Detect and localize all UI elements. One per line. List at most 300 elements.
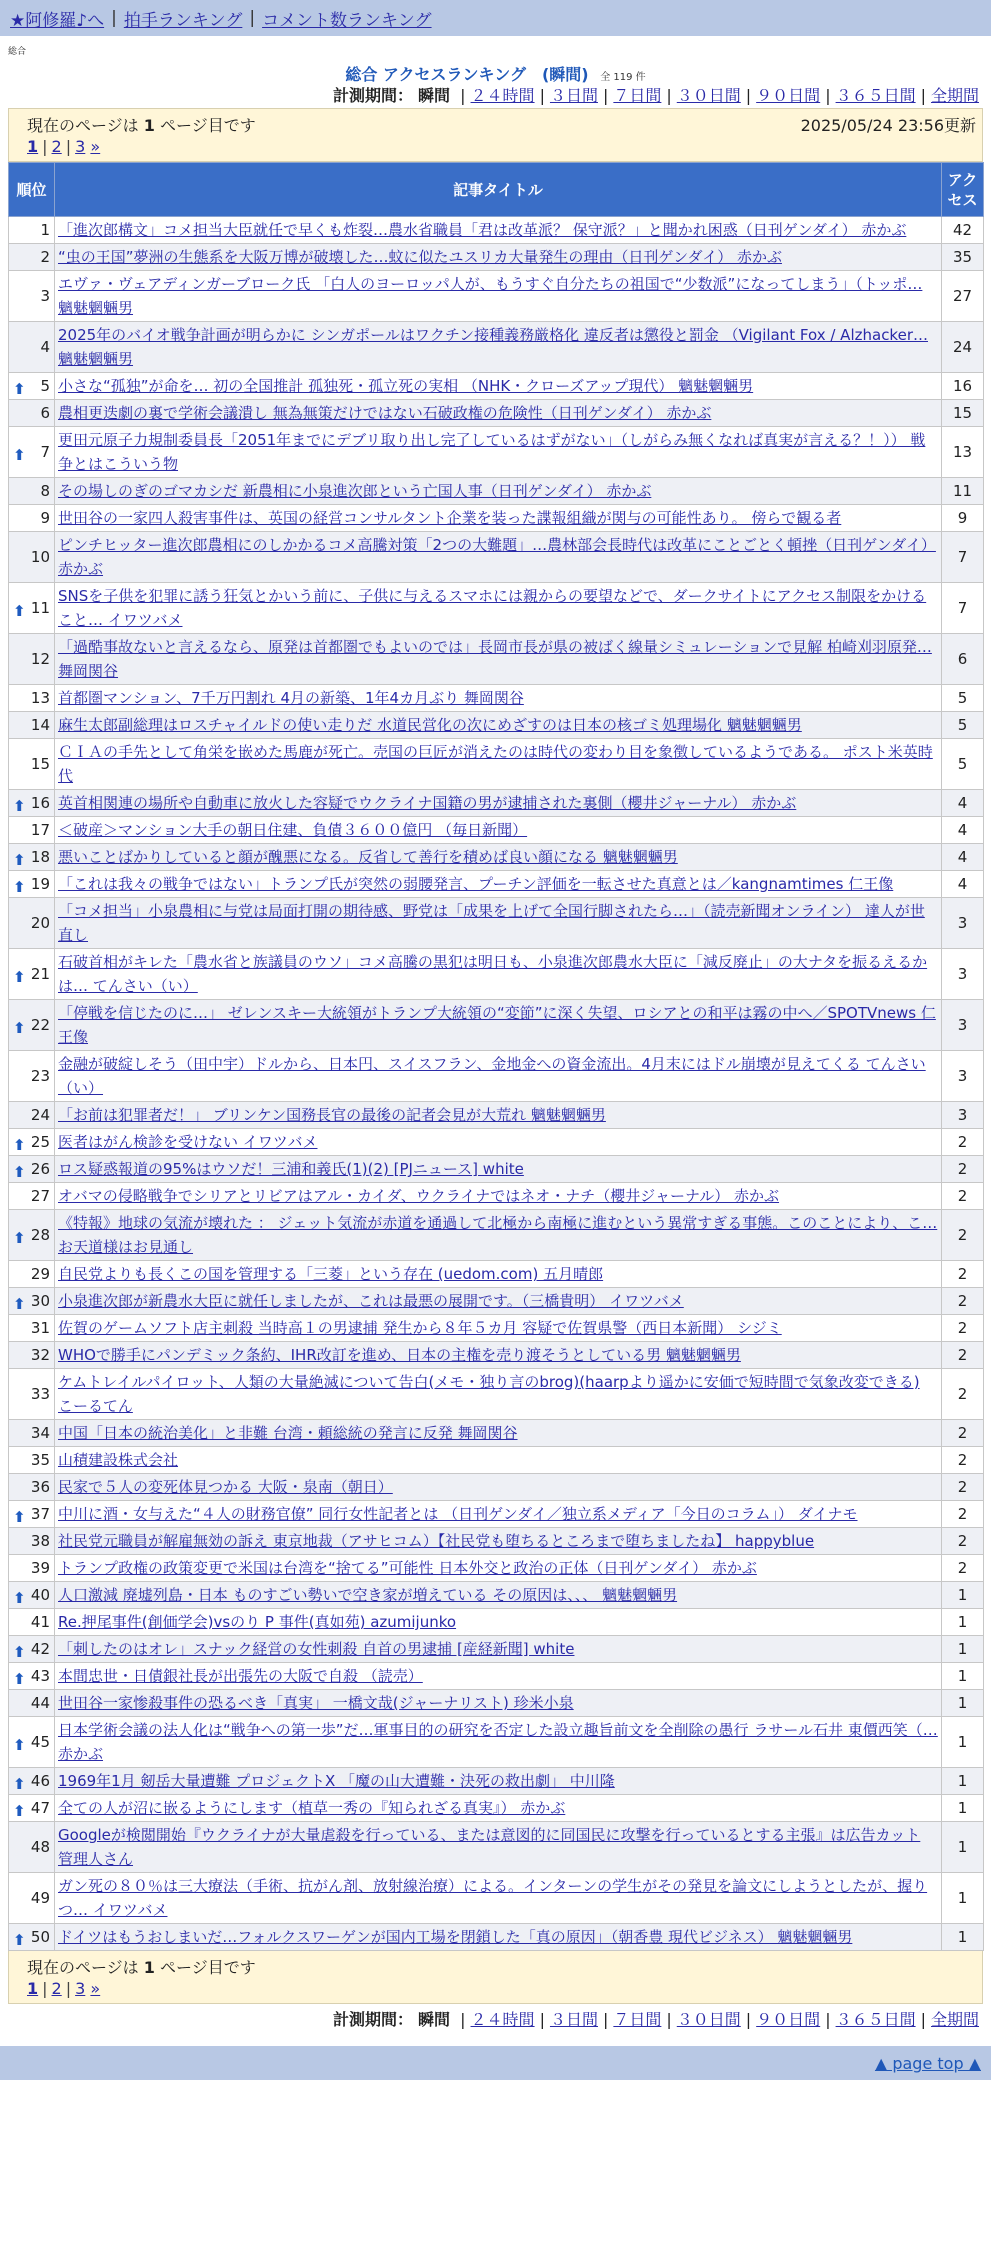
rank-cell xyxy=(9,400,55,427)
access-count: 16 xyxy=(942,373,984,400)
article-link[interactable]: ＜破産＞マンション大手の朝日住建、負債３６００億円 （毎日新聞） xyxy=(58,821,528,839)
table-row xyxy=(9,1609,984,1636)
current-page-number: 1 xyxy=(143,116,155,135)
rank-cell xyxy=(9,505,55,532)
access-count: 1 xyxy=(942,1822,984,1873)
table-row xyxy=(9,817,984,844)
period-link[interactable]: ２４時間 xyxy=(470,2010,535,2029)
pager-next[interactable]: » xyxy=(90,137,101,156)
rank-number: 3 xyxy=(40,287,50,305)
title-cell xyxy=(55,1474,942,1501)
rank-cell xyxy=(9,1156,55,1183)
article-link[interactable]: 麻生太郎副総理はロスチャイルドの使い走りだ 水道民営化の次にめざすのは日本の核ゴミ処理場化 魑魅魍魎男 xyxy=(58,716,802,734)
period-separator: | xyxy=(539,86,545,105)
rank-number: 5 xyxy=(40,377,50,395)
rank-cell xyxy=(9,1051,55,1102)
rank-cell xyxy=(9,1609,55,1636)
article-link[interactable]: 日本学術会議の法人化は“戦争への第一歩”だ…軍事目的の研究を否定した設立趣旨前文を全削除の愚行 ラサール石井 東價西笑（… 赤かぶ xyxy=(58,1721,938,1763)
rank-number: 24 xyxy=(30,1106,50,1124)
access-count: 1 xyxy=(942,1768,984,1795)
title-cell xyxy=(55,217,942,244)
pager-link[interactable]: 3 xyxy=(75,1979,86,1998)
rank-cell xyxy=(9,1528,55,1555)
title-cell xyxy=(55,1528,942,1555)
article-link[interactable]: 2025年のバイオ戦争計画が明らかに シンガポールはワクチン接種義務厳格化 違反者は懲役と罰金 （Vigilant Fox / Alzhacker… 魑魅魍魎男 xyxy=(58,326,928,368)
rank-cell xyxy=(9,1873,55,1924)
access-count: 1 xyxy=(942,1690,984,1717)
table-row xyxy=(9,244,984,271)
access-count: 2 xyxy=(942,1315,984,1342)
access-header: アクセス xyxy=(942,163,984,217)
table-row xyxy=(9,1369,984,1420)
rank-number: 11 xyxy=(30,599,50,617)
article-link[interactable]: ロス疑惑報道の95%はウソだ！三浦和義氏(1)(2) [PJニュース] white xyxy=(58,1160,524,1178)
rank-cell xyxy=(9,1924,55,1951)
rank-header: 順位 xyxy=(9,163,55,217)
current-page-post: ページ目です xyxy=(160,1958,256,1977)
period-current: 瞬間 xyxy=(418,2010,451,2029)
access-count: 1 xyxy=(942,1609,984,1636)
rank-cell xyxy=(9,1183,55,1210)
article-link[interactable]: 首都圏マンション、7千万円割れ 4月の新築、1年4カ月ぶり 舞岡関谷 xyxy=(58,689,524,707)
article-link[interactable]: トランプ政権の政策変更で米国は台湾を“捨てる”可能性 日本外交と政治の正体（日刊ゲンダイ） 赤かぶ xyxy=(58,1559,757,1577)
pager-link[interactable]: 3 xyxy=(75,137,86,156)
article-link[interactable]: 社民党元職員が解雇無効の訴え 東京地裁（アサヒコム）【社民党も堕ちるところまで堕ちましたね】 happyblue xyxy=(58,1532,815,1550)
article-link[interactable]: 中川に酒・女与えた“４人の財務官僚” 同行女性記者とは （日刊ゲンダイ／独立系メディア「今日のコラム」） ダイナモ xyxy=(58,1505,858,1523)
table-header-row xyxy=(9,163,984,217)
period-separator: | xyxy=(539,2010,545,2029)
article-link[interactable]: その場しのぎのゴマカシだ 新農相に小泉進次郎という亡国人事（日刊ゲンダイ） 赤かぶ xyxy=(58,482,652,500)
access-count: 2 xyxy=(942,1528,984,1555)
table-row xyxy=(9,1822,984,1873)
rank-cell xyxy=(9,1822,55,1873)
period-link[interactable]: ３６５日間 xyxy=(835,86,916,105)
article-link[interactable]: ケムトレイルパイロット、人類の大量絶滅について告白(メモ・独り言のbrog)(haarpより遥かに安価で短時間で気象改変できる) こーるてん xyxy=(58,1373,920,1415)
table-row xyxy=(9,1420,984,1447)
rank-number: 44 xyxy=(30,1694,50,1712)
article-link[interactable]: 「進次郎構文」コメ担当大臣就任で早くも炸裂…農水省職員「君は改革派？ 保守派？」と聞かれ困惑（日刊ゲンダイ） 赤かぶ xyxy=(58,221,907,239)
table-row xyxy=(9,322,984,373)
rank-number: 28 xyxy=(30,1226,50,1244)
article-link[interactable]: 山積建設株式会社 xyxy=(58,1451,179,1469)
article-link[interactable]: 「刺したのはオレ」スナック経営の女性刺殺 自首の男逮捕 [産経新聞] white xyxy=(58,1640,575,1658)
rank-cell xyxy=(9,1663,55,1690)
article-link[interactable]: 悪いことばかりしていると顔が醜悪になる。反省して善行を積めば良い顔になる 魑魅魍魎男 xyxy=(58,848,678,866)
rank-cell xyxy=(9,739,55,790)
title-cell xyxy=(55,1873,942,1924)
title-cell xyxy=(55,1501,942,1528)
rank-up-arrow-icon: ⬆ xyxy=(13,1589,26,1607)
article-link[interactable]: ドイツはもうおしまいだ…フォルクスワーゲンが国内工場を閉鎖した「真の原因」（朝香豊 現代ビジネス） 魑魅魍魎男 xyxy=(58,1928,853,1946)
updated-timestamp: 2025/05/24 23:56更新 xyxy=(800,116,976,135)
table-row xyxy=(9,1156,984,1183)
access-count: 1 xyxy=(942,1582,984,1609)
rank-cell xyxy=(9,244,55,271)
rank-up-arrow-icon: ⬆ xyxy=(13,797,26,815)
period-separator: | xyxy=(825,2010,831,2029)
pager-link[interactable]: 2 xyxy=(51,1979,62,1998)
rank-number: 20 xyxy=(30,914,50,932)
period-link[interactable]: ９０日間 xyxy=(756,2010,821,2029)
article-link[interactable]: 「これは我々の戦争ではない」トランプ氏が突然の弱腰発言、プーチン評価を一転させた真意とは／kangnamtimes 仁王像 xyxy=(58,875,894,893)
period-separator: | xyxy=(602,86,609,105)
rank-number: 22 xyxy=(30,1016,50,1034)
access-count: 42 xyxy=(942,217,984,244)
article-link[interactable]: 小泉進次郎が新農水大臣に就任しましたが、これは最悪の展開です。（三橋貴明） イワツバメ xyxy=(58,1292,684,1310)
title-cell xyxy=(55,271,942,322)
rank-up-arrow-icon: ⬆ xyxy=(13,1295,26,1313)
title-cell xyxy=(55,244,942,271)
rank-cell xyxy=(9,1288,55,1315)
article-link[interactable]: 中国「日本の統治美化」と非難 台湾・頼総統の発言に反発 舞岡関谷 xyxy=(58,1424,518,1442)
title-cell xyxy=(55,1690,942,1717)
access-count: 2 xyxy=(942,1474,984,1501)
rank-number: 26 xyxy=(30,1160,50,1178)
access-count: 2 xyxy=(942,1129,984,1156)
rank-number: 6 xyxy=(40,404,50,422)
title-cell xyxy=(55,1822,942,1873)
table-row xyxy=(9,1873,984,1924)
rank-number: 7 xyxy=(40,443,50,461)
period-label: 計測期間： xyxy=(332,86,413,105)
article-link[interactable]: 人口激減 廃墟列島・日本 ものすごい勢いで空き家が増えている その原因は、、、 魑魅魍魎男 xyxy=(58,1586,678,1604)
access-count: 1 xyxy=(942,1717,984,1768)
title-cell xyxy=(55,1000,942,1051)
rank-cell xyxy=(9,1768,55,1795)
rank-number: 47 xyxy=(30,1799,50,1817)
period-link[interactable]: ７日間 xyxy=(613,86,662,105)
access-count: 4 xyxy=(942,817,984,844)
rank-cell xyxy=(9,1795,55,1822)
access-count: 13 xyxy=(942,427,984,478)
article-link[interactable]: 「コメ担当」小泉農相に与党は局面打開の期待感、野党は「成果を上げて全国行脚されたら…」（読売新聞オンライン） 達人が世直し xyxy=(58,902,925,944)
pager-top xyxy=(27,137,100,156)
title-cell xyxy=(55,1288,942,1315)
access-count: 2 xyxy=(942,1183,984,1210)
rank-number: 27 xyxy=(30,1187,50,1205)
access-count: 35 xyxy=(942,244,984,271)
period-links xyxy=(455,2010,979,2029)
table-row xyxy=(9,898,984,949)
pager-separator: | xyxy=(42,1979,48,1998)
access-count: 15 xyxy=(942,400,984,427)
rank-cell xyxy=(9,1690,55,1717)
current-page-pre: 現在のページは xyxy=(27,1958,139,1977)
top-nav xyxy=(0,0,991,36)
title-cell xyxy=(55,634,942,685)
article-link[interactable]: 小さな“孤独”が命を… 初の全国推計 孤独死・孤立死の実相 （NHK・クローズアップ現代） 魑魅魍魎男 xyxy=(58,377,754,395)
table-row xyxy=(9,739,984,790)
nav-separator: | xyxy=(249,8,256,28)
title-cell xyxy=(55,1582,942,1609)
article-link[interactable]: “虫の王国”夢洲の生態系を大阪万博が破壊した…蚊に似たユスリカ大量発生の理由（日刊ゲンダイ） 赤かぶ xyxy=(58,248,782,266)
rank-cell xyxy=(9,712,55,739)
rank-number: 31 xyxy=(30,1319,50,1337)
table-row xyxy=(9,790,984,817)
table-row xyxy=(9,1582,984,1609)
period-link[interactable]: ３０日間 xyxy=(676,86,741,105)
period-current: 瞬間 xyxy=(418,86,451,105)
period-separator: | xyxy=(666,86,672,105)
access-count: 2 xyxy=(942,1261,984,1288)
current-page-text-bottom xyxy=(27,1955,256,1978)
article-link[interactable]: オバマの侵略戦争でシリアとリビアはアル・カイダ、ウクライナではネオ・ナチ（櫻井ジャーナル） 赤かぶ xyxy=(58,1187,780,1205)
comment-ranking-link[interactable]: コメント数ランキング xyxy=(262,10,432,31)
rank-number: 29 xyxy=(30,1265,50,1283)
access-count: 2 xyxy=(942,1210,984,1261)
article-link[interactable]: 金融が破綻しそう（田中宇）ドルから、日本円、スイスフラン、金地金への資金流出。4月末にはドル崩壊が見えてくる てんさい（い） xyxy=(58,1055,926,1097)
access-count: 2 xyxy=(942,1156,984,1183)
category-label: 総合 xyxy=(8,47,27,57)
rank-cell xyxy=(9,1501,55,1528)
rank-number: 23 xyxy=(30,1067,50,1085)
article-link[interactable]: WHOで勝手にパンデミック条約、IHR改訂を進め、日本の主権を売り渡そうとしている男 魑魅魍魎男 xyxy=(58,1346,741,1364)
article-link[interactable]: 「過酷事故ないと言えるなら、原発は首都圏でもよいのでは」長岡市長が県の被ばく線量シミュレーションで見解 柏崎刈羽原発… 舞岡関谷 xyxy=(58,638,932,680)
period-selector-bottom xyxy=(0,2008,991,2032)
rank-cell xyxy=(9,322,55,373)
article-link[interactable]: 自民党よりも長くこの国を管理する「三菱」という存在 (uedom.com) 五月晴郎 xyxy=(58,1265,604,1283)
rank-number: 18 xyxy=(30,848,50,866)
title-cell xyxy=(55,1795,942,1822)
table-row xyxy=(9,532,984,583)
page-title xyxy=(0,62,991,84)
article-link[interactable]: 世田谷の一家四人殺害事件は、英国の経営コンサルタント企業を装った諜報組織が関与の可能性あり。 傍らで観る者 xyxy=(58,509,842,527)
title-cell xyxy=(55,1447,942,1474)
title-cell xyxy=(55,1342,942,1369)
title-cell xyxy=(55,1051,942,1102)
rank-number: 43 xyxy=(30,1667,50,1685)
rank-cell xyxy=(9,871,55,898)
article-link[interactable]: Re.押尾事件(創価学会)vsのり P 事件(真如苑) azumijunko xyxy=(58,1613,457,1631)
home-link[interactable]: ★阿修羅♪へ xyxy=(10,10,105,31)
period-separator: | xyxy=(745,2010,752,2029)
access-count: 1 xyxy=(942,1795,984,1822)
article-link[interactable]: 「お前は犯罪者だ！」 ブリンケン国務長官の最後の記者会見が大荒れ 魑魅魍魎男 xyxy=(58,1106,606,1124)
rank-up-arrow-icon: ⬆ xyxy=(13,1643,26,1661)
period-separator: | xyxy=(920,2010,926,2029)
access-count: 1 xyxy=(942,1663,984,1690)
title-cell xyxy=(55,790,942,817)
article-link[interactable]: ピンチヒッター進次郎農相にのしかかるコメ高騰対策「2つの大難題」…農林部会長時代は改革にことごとく頓挫（日刊ゲンダイ） 赤かぶ xyxy=(58,536,936,578)
rank-cell xyxy=(9,1102,55,1129)
table-row xyxy=(9,400,984,427)
table-row xyxy=(9,1051,984,1102)
rank-number: 32 xyxy=(30,1346,50,1364)
page-title-text: 総合 アクセスランキング (瞬間) xyxy=(345,65,589,84)
title-cell xyxy=(55,739,942,790)
article-link[interactable]: 更田元原子力規制委員長「2051年までにデブリ取り出し完了しているはずがない」（しがらみ無くなれば真実が言える？！）） 戦争とはこういう物 xyxy=(58,431,926,473)
title-cell xyxy=(55,1420,942,1447)
current-page-number: 1 xyxy=(143,1958,155,1977)
article-link[interactable]: エヴァ・ヴェアディンガーブローク氏 「白人のヨーロッパ人が、もうすぐ自分たちの祖国で“少数派”になってしまう」（トッポ… 魑魅魍魎男 xyxy=(58,275,923,317)
table-row xyxy=(9,1261,984,1288)
table-row xyxy=(9,217,984,244)
rank-number: 38 xyxy=(30,1532,50,1550)
rank-cell xyxy=(9,427,55,478)
title-cell xyxy=(55,1636,942,1663)
table-row xyxy=(9,271,984,322)
table-row xyxy=(9,583,984,634)
article-link[interactable]: SNSを子供を犯罪に誘う狂気とかいう前に、子供に与えるスマホには親からの要望などで、ダークサイトにアクセス制限をかけること… イワツバメ xyxy=(58,587,927,629)
article-link[interactable]: Googleが検閲開始『ウクライナが大量虐殺を行っている、または意図的に同国民に攻撃を行っているとする主張』は広告カット 管理人さん xyxy=(58,1826,921,1868)
title-cell xyxy=(55,1183,942,1210)
access-count: 2 xyxy=(942,1501,984,1528)
pager-bottom xyxy=(27,1979,100,1998)
title-cell xyxy=(55,817,942,844)
table-row xyxy=(9,1129,984,1156)
pager-current[interactable]: 1 xyxy=(27,1979,39,1998)
rank-number: 49 xyxy=(30,1889,50,1907)
title-cell xyxy=(55,532,942,583)
page-top-link[interactable]: ▲ page top ▲ xyxy=(874,2054,981,2073)
period-link[interactable]: ３６５日間 xyxy=(835,2010,916,2029)
rank-cell xyxy=(9,790,55,817)
table-row xyxy=(9,1528,984,1555)
title-cell xyxy=(55,1315,942,1342)
rank-number: 15 xyxy=(30,755,50,773)
access-count: 3 xyxy=(942,1102,984,1129)
rank-number: 25 xyxy=(30,1133,50,1151)
access-count: 27 xyxy=(942,271,984,322)
article-link[interactable]: 農相更迭劇の裏で学術会議潰し 無為無策だけではない石破政権の危険性（日刊ゲンダイ） 赤かぶ xyxy=(58,404,712,422)
title-cell xyxy=(55,1717,942,1768)
pager-separator: | xyxy=(65,1979,72,1998)
table-row xyxy=(9,949,984,1000)
period-separator: | xyxy=(825,86,831,105)
rank-up-arrow-icon: ⬆ xyxy=(13,968,26,986)
table-row xyxy=(9,1501,984,1528)
rank-number: 8 xyxy=(40,482,50,500)
article-link[interactable]: 本間忠世・日債銀社長が出張先の大阪で自殺 （読売） xyxy=(58,1667,423,1685)
table-row xyxy=(9,1474,984,1501)
status-bar-top xyxy=(8,108,983,162)
rank-number: 13 xyxy=(30,689,50,707)
rank-number: 35 xyxy=(30,1451,50,1469)
rank-cell xyxy=(9,532,55,583)
title-cell xyxy=(55,400,942,427)
table-row xyxy=(9,1636,984,1663)
article-link[interactable]: 《特報》地球の気流が壊れた ： ジェット気流が赤道を通過して北極から南極に進むという異常すぎる事態。このことにより、こ… お天道様はお見通し xyxy=(58,1214,938,1256)
current-page-post: ページ目です xyxy=(160,116,256,135)
applause-ranking-link[interactable]: 拍手ランキング xyxy=(123,10,243,31)
rank-cell xyxy=(9,271,55,322)
article-link[interactable]: 全ての人が沼に嵌るようにします（植草一秀の『知られざる真実』） 赤かぶ xyxy=(58,1799,566,1817)
access-count: 5 xyxy=(942,685,984,712)
table-row xyxy=(9,1288,984,1315)
rank-cell xyxy=(9,1717,55,1768)
period-link[interactable]: ９０日間 xyxy=(756,86,821,105)
rank-cell xyxy=(9,1474,55,1501)
rank-cell xyxy=(9,1261,55,1288)
title-cell xyxy=(55,712,942,739)
table-row xyxy=(9,712,984,739)
article-link[interactable]: 英首相関連の場所や自動車に放火した容疑でウクライナ国籍の男が逮捕された裏側（櫻井ジャーナル） 赤かぶ xyxy=(58,794,797,812)
access-count: 9 xyxy=(942,505,984,532)
title-cell xyxy=(55,898,942,949)
title-cell xyxy=(55,583,942,634)
access-count: 4 xyxy=(942,871,984,898)
table-row xyxy=(9,1663,984,1690)
title-cell xyxy=(55,1129,942,1156)
table-row xyxy=(9,1768,984,1795)
title-cell xyxy=(55,373,942,400)
rank-cell xyxy=(9,634,55,685)
period-link[interactable]: ３０日間 xyxy=(676,2010,741,2029)
table-row xyxy=(9,1210,984,1261)
rank-up-arrow-icon: ⬆ xyxy=(13,1775,26,1793)
article-link[interactable]: 石破首相がキレた「農水省と族議員のウソ」コメ高騰の黒犯は明日も、小泉進次郎農水大臣に「減反廃止」の大ナタを振るえるかは… てんさい（い） xyxy=(58,953,928,995)
current-page-pre: 現在のページは xyxy=(27,116,139,135)
article-link[interactable]: 世田谷一家惨殺事件の恐るべき「真実」 一橋文哉(ジャーナリスト) 珍米小泉 xyxy=(58,1694,574,1712)
rank-cell xyxy=(9,1000,55,1051)
rank-number: 45 xyxy=(30,1733,50,1751)
rank-number: 37 xyxy=(30,1505,50,1523)
title-cell xyxy=(55,949,942,1000)
rank-number: 16 xyxy=(30,794,50,812)
rank-number: 19 xyxy=(30,875,50,893)
access-count: 4 xyxy=(942,844,984,871)
rank-number: 4 xyxy=(40,338,50,356)
article-link[interactable]: 医者はがん検診を受けない イワツバメ xyxy=(58,1133,318,1151)
table-row xyxy=(9,1102,984,1129)
rank-number: 10 xyxy=(30,548,50,566)
title-header: 記事タイトル xyxy=(55,163,942,217)
article-link[interactable]: 佐賀のゲームソフト店主刺殺 当時高１の男逮捕 発生から８年５カ月 容疑で佐賀県警（西日本新聞） シジミ xyxy=(58,1319,782,1337)
pager-link[interactable]: 2 xyxy=(51,137,62,156)
period-link[interactable]: ２４時間 xyxy=(470,86,535,105)
article-link[interactable]: 民家で５人の変死体見つかる 大阪・泉南（朝日） xyxy=(58,1478,393,1496)
article-link[interactable]: 1969年1月 剱岳大量遭難 プロジェクトX 「魔の山大遭難・決死の救出劇」 中川隆 xyxy=(58,1772,615,1790)
table-row xyxy=(9,1000,984,1051)
rank-number: 42 xyxy=(30,1640,50,1658)
rank-cell xyxy=(9,217,55,244)
table-row xyxy=(9,373,984,400)
access-count: 2 xyxy=(942,1288,984,1315)
rank-up-arrow-icon: ⬆ xyxy=(13,446,26,464)
period-link[interactable]: 全期間 xyxy=(930,86,979,105)
pager-separator: | xyxy=(42,137,48,156)
pager-next[interactable]: » xyxy=(90,1979,101,1998)
period-link[interactable]: ３日間 xyxy=(549,2010,598,2029)
title-cell xyxy=(55,844,942,871)
rank-up-arrow-icon: ⬆ xyxy=(13,1670,26,1688)
article-link[interactable]: ガン死の８０％は三大療法（手術、抗がん剤、放射線治療）による。インターンの学生がその発見を論文にしようとしたが、握りつ… イワツバメ xyxy=(58,1877,928,1919)
period-link[interactable]: ７日間 xyxy=(613,2010,662,2029)
rank-number: 41 xyxy=(30,1613,50,1631)
rank-cell xyxy=(9,1129,55,1156)
rank-number: 48 xyxy=(30,1838,50,1856)
rank-cell xyxy=(9,1555,55,1582)
period-link[interactable]: ３日間 xyxy=(549,86,598,105)
title-cell xyxy=(55,1768,942,1795)
rank-up-arrow-icon: ⬆ xyxy=(13,602,26,620)
period-separator: | xyxy=(745,86,752,105)
access-count: 3 xyxy=(942,1051,984,1102)
rank-cell xyxy=(9,1582,55,1609)
table-row xyxy=(9,427,984,478)
title-cell xyxy=(55,427,942,478)
rank-cell xyxy=(9,817,55,844)
rank-up-arrow-icon: ⬆ xyxy=(13,1136,26,1154)
table-row xyxy=(9,1447,984,1474)
article-link[interactable]: 「停戦を信じたのに…」 ゼレンスキー大統領がトランプ大統領の“変節”に深く失望、ロシアとの和平は霧の中へ／SPOTVnews 仁王像 xyxy=(58,1004,936,1046)
ranking-container xyxy=(8,108,983,2004)
period-link[interactable]: 全期間 xyxy=(930,2010,979,2029)
footer-bar xyxy=(0,2046,991,2080)
article-link[interactable]: ＣＩＡの手先として角栄を嵌めた馬鹿が死亡。売国の巨匠が消えたのは時代の変わり目を象徴しているようである。 ポスト米英時代 xyxy=(58,743,933,785)
pager-current[interactable]: 1 xyxy=(27,137,39,156)
access-count: 3 xyxy=(942,898,984,949)
